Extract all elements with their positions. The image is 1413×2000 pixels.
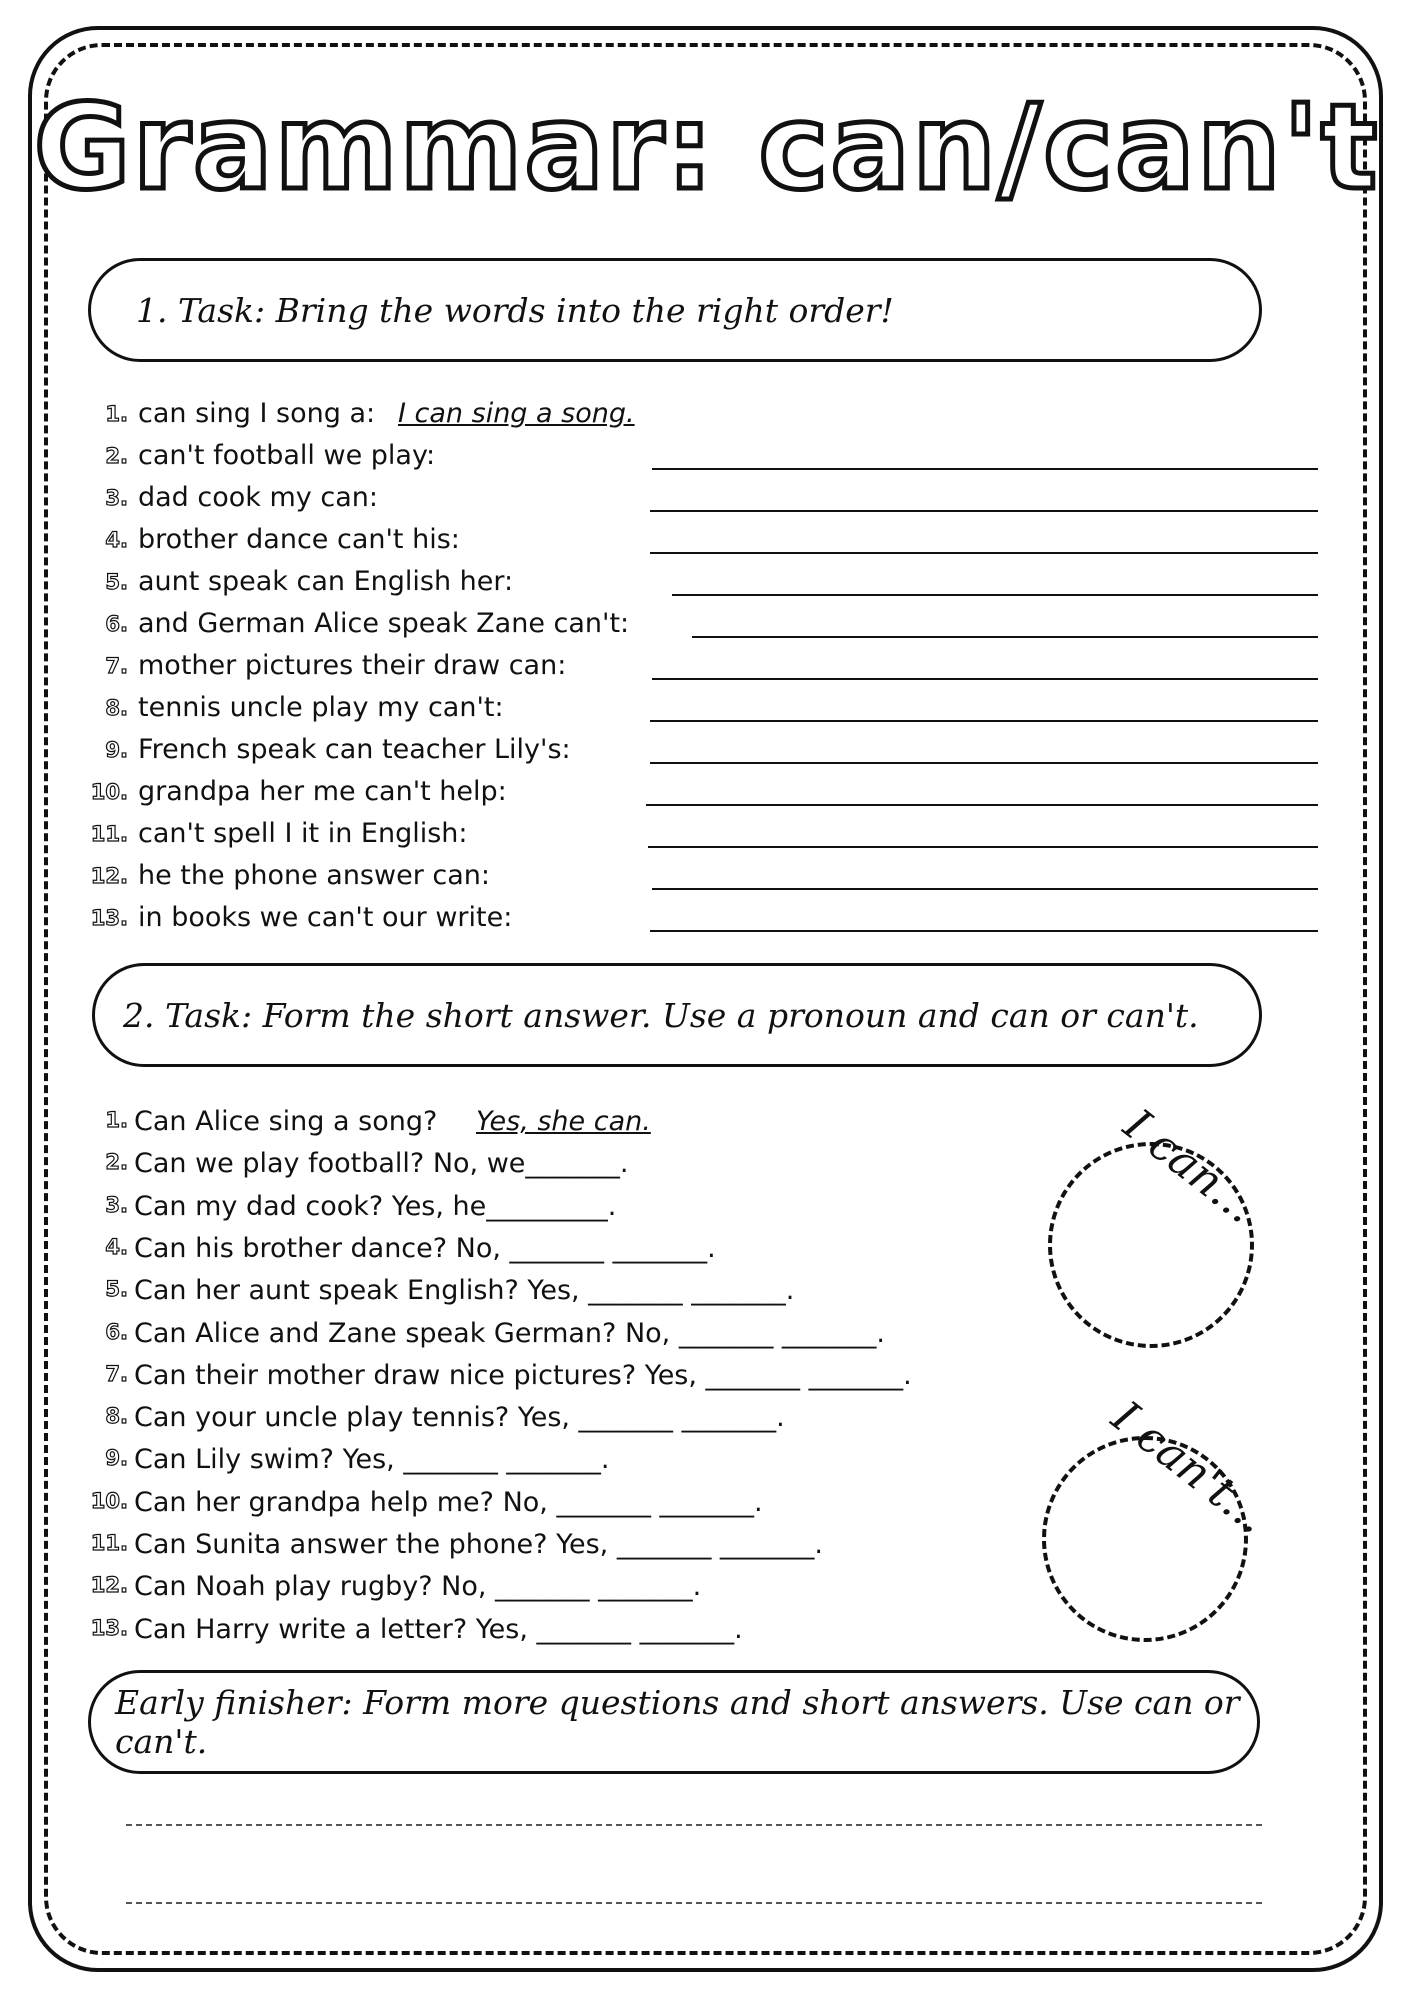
task1-answer-line[interactable] [650, 762, 1318, 764]
writing-line[interactable] [126, 1902, 1262, 1904]
task1-item-text: mother pictures their draw can: [138, 650, 567, 681]
task1-item-number: 5. [105, 570, 128, 594]
task1-answer-line[interactable] [650, 510, 1318, 512]
task1-answer-line[interactable] [692, 636, 1318, 638]
worksheet-title: Grammar: can/can't [33, 78, 1380, 216]
task1-item-number: 11. [90, 822, 128, 846]
task1-item-number: 8. [105, 696, 128, 720]
task2-item-text: Can Harry write a letter? Yes, _______ _______. [134, 1614, 743, 1645]
task2-item-text: Can Lily swim? Yes, _______ _______. [134, 1444, 610, 1475]
task2-item-text: Can Alice sing a song? [134, 1106, 438, 1137]
task2-item-text: Can my dad cook? Yes, he_________. [134, 1191, 617, 1222]
task1-item-text: grandpa her me can't help: [138, 776, 507, 807]
task1-answer-line[interactable] [650, 930, 1318, 932]
task2-item-text: Can Sunita answer the phone? Yes, _______ _______. [134, 1529, 823, 1560]
task1-answer-line[interactable] [672, 594, 1318, 596]
task2-item-number: 6. [105, 1320, 128, 1344]
task2-item-number: 5. [105, 1277, 128, 1301]
task2-item-number: 1. [105, 1108, 128, 1132]
task1-heading: 1. Task: Bring the words into the right order! [136, 290, 894, 330]
task2-example-answer: Yes, she can. [476, 1106, 651, 1137]
task2-item-number: 4. [105, 1235, 128, 1259]
task1-answer-line[interactable] [652, 888, 1318, 890]
task1-item-text: and German Alice speak Zane can't: [138, 608, 630, 639]
task1-item-text: he the phone answer can: [138, 860, 490, 891]
task1-answer-line[interactable] [652, 678, 1318, 680]
task1-item-number: 12. [90, 864, 128, 888]
task2-item-text: Can her aunt speak English? Yes, _______ _______. [134, 1275, 795, 1306]
task1-item-number: 4. [105, 528, 128, 552]
task1-item-number: 13. [90, 906, 128, 930]
task1-item-number: 2. [105, 444, 128, 468]
task1-item-number: 6. [105, 612, 128, 636]
task1-answer-line[interactable] [646, 804, 1318, 806]
task1-item-text: in books we can't our write: [138, 902, 513, 933]
task2-item-number: 13. [90, 1616, 128, 1640]
task1-item-number: 3. [105, 486, 128, 510]
i-cant-label: I can't... [1102, 1391, 1278, 1544]
task2-item-text: Can their mother draw nice pictures? Yes, _______ _______. [134, 1360, 912, 1391]
task1-item-text: aunt speak can English her: [138, 566, 514, 597]
task2-item-text: Can her grandpa help me? No, _______ _______. [134, 1487, 763, 1518]
i-can-label: I can... [1114, 1099, 1266, 1234]
task1-item-number: 7. [105, 654, 128, 678]
early-finisher-box [88, 1670, 1260, 1774]
task1-item-text: can't football we play: [138, 440, 436, 471]
task1-item-number: 10. [90, 780, 128, 804]
task2-item-number: 10. [90, 1489, 128, 1513]
task1-item-text: brother dance can't his: [138, 524, 460, 555]
task2-item-number: 7. [105, 1362, 128, 1386]
task2-heading: 2. Task: Form the short answer. Use a pronoun and can or can't. [123, 995, 1199, 1035]
task1-example-answer: I can sing a song. [398, 398, 635, 429]
task1-answer-line[interactable] [648, 846, 1318, 848]
task1-item-text: French speak can teacher Lily's: [138, 734, 571, 765]
task1-answer-line[interactable] [650, 720, 1318, 722]
task2-item-number: 11. [90, 1531, 128, 1555]
task2-item-text: Can his brother dance? No, _______ _______. [134, 1233, 716, 1264]
task2-header-box [92, 963, 1262, 1067]
task1-item-text: tennis uncle play my can't: [138, 692, 504, 723]
task2-item-text: Can Noah play rugby? No, _______ _______. [134, 1571, 702, 1602]
task2-item-number: 3. [105, 1193, 128, 1217]
task2-item-text: Can your uncle play tennis? Yes, _______ _______. [134, 1402, 785, 1433]
task1-header-box [88, 258, 1262, 362]
task1-item-text: dad cook my can: [138, 482, 378, 513]
writing-line[interactable] [126, 1824, 1262, 1826]
early-finisher-heading: Early finisher: Form more questions and short answers. Use can or can't. [115, 1683, 1240, 1761]
task2-item-text: Can we play football? No, we_______. [134, 1148, 629, 1179]
task1-item-number: 1. [105, 402, 128, 426]
task2-item-number: 12. [90, 1573, 128, 1597]
task1-answer-line[interactable] [652, 468, 1318, 470]
task1-item-text: can't spell I it in English: [138, 818, 468, 849]
task2-item-text: Can Alice and Zane speak German? No, _______ _______. [134, 1318, 885, 1349]
task1-item-text: can sing I song a: [138, 398, 376, 429]
task2-item-number: 9. [105, 1446, 128, 1470]
task1-item-number: 9. [105, 738, 128, 762]
task2-item-number: 2. [105, 1150, 128, 1174]
task2-item-number: 8. [105, 1404, 128, 1428]
task1-answer-line[interactable] [650, 552, 1318, 554]
